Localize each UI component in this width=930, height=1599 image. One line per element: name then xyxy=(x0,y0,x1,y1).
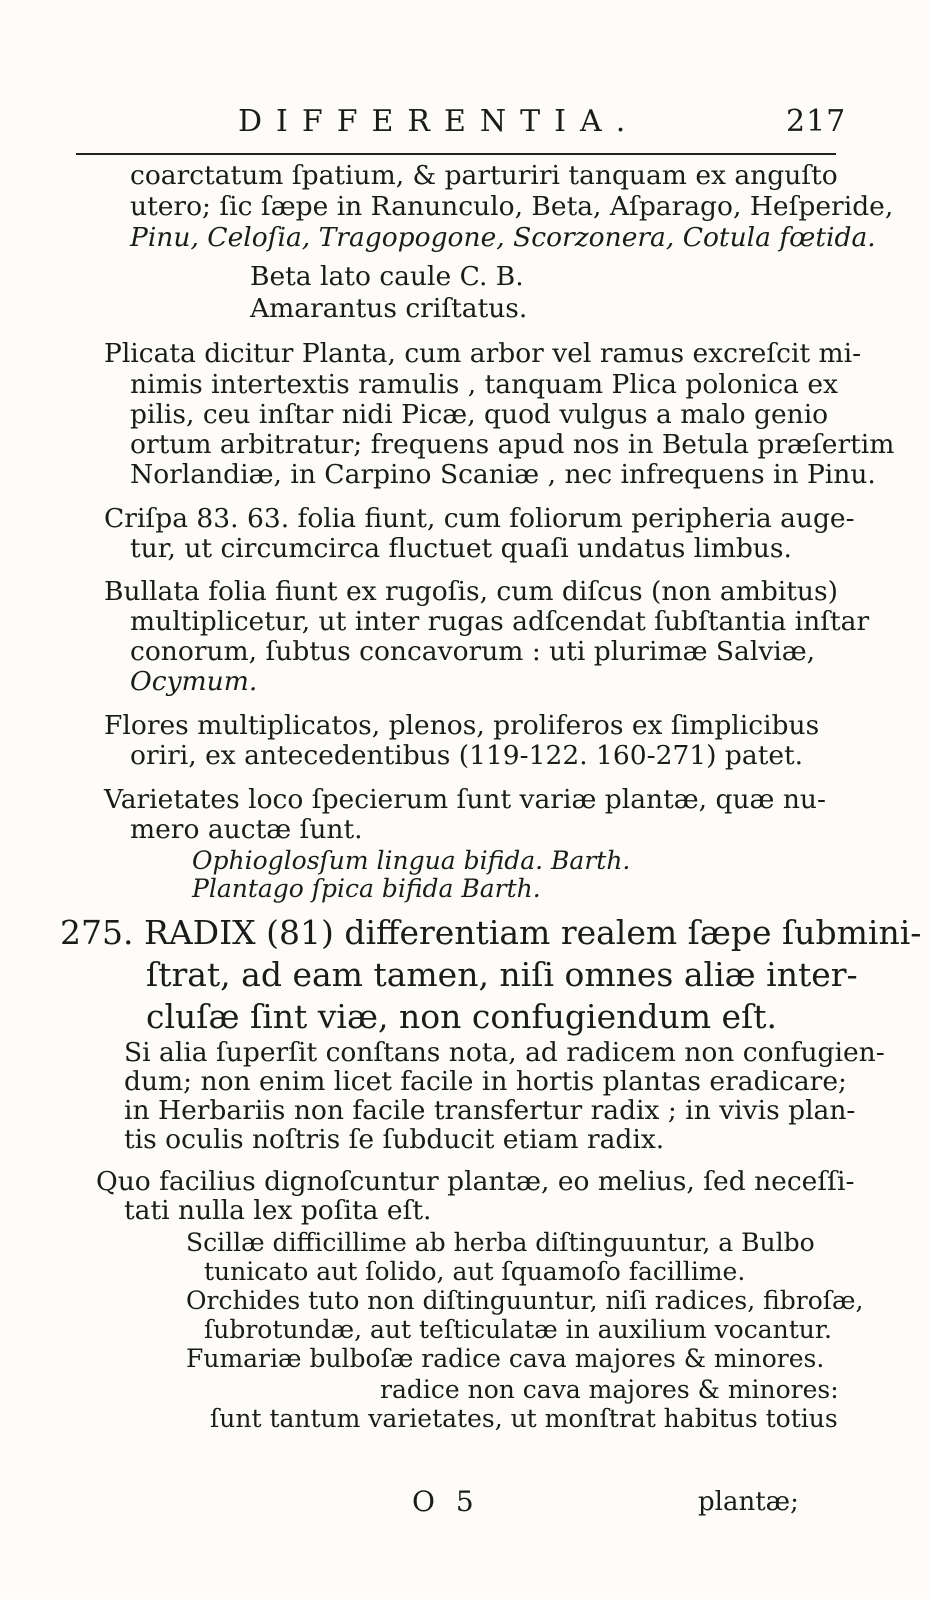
text-line: coarctatum ſpatium, & parturiri tanquam ex anguſto xyxy=(130,160,838,191)
text-line: cluſæ ſint viæ, non confugiendum eſt. xyxy=(146,997,778,1036)
text-line: ortum arbitratur; frequens apud nos in Betula præſertim xyxy=(130,429,895,460)
text-line: Varietates loco ſpecierum ſunt variæ plantæ, quæ nu- xyxy=(104,784,826,815)
text-line: ſtrat, ad eam tamen, niſi omnes aliæ inter- xyxy=(146,955,858,994)
text-line: Criſpa 83. 63. folia fiunt, cum foliorum peripheria auge- xyxy=(104,503,855,534)
text-line: Bullata folia fiunt ex rugoſis, cum diſcus (non ambitus) xyxy=(104,576,838,607)
text-line: Beta lato caule C. B. xyxy=(250,261,524,292)
header-rule xyxy=(76,153,836,155)
text-line: multiplicetur, ut inter rugas adſcendat ſubſtantia inſtar xyxy=(130,606,870,637)
text-line: mero auctæ ſunt. xyxy=(130,814,363,845)
text-line: Ocymum. xyxy=(130,666,258,697)
text-line: tunicato aut ſolido, aut ſquamoſo facillime. xyxy=(204,1257,746,1286)
text-line: Orchides tuto non diſtinguuntur, niſi radices, fibroſæ, xyxy=(186,1286,864,1315)
text-line: Flores multiplicatos, plenos, proliferos ex ſimplicibus xyxy=(104,710,820,741)
text-line: tati nulla lex poſita eſt. xyxy=(124,1195,432,1226)
text-line: Ophioglosſum lingua bifida. Barth. xyxy=(192,846,631,875)
text-line: dum; non enim licet facile in hortis plantas eradicare; xyxy=(124,1066,847,1097)
text-line: oriri, ex antecedentibus (119-122. 160-271) patet. xyxy=(130,740,804,771)
text-line: tur, ut circumcirca fluctuet quaſi undatus limbus. xyxy=(130,533,792,564)
text-line: in Herbariis non facile transfertur radix ; in vivis plan- xyxy=(124,1095,856,1126)
text-line: Norlandiæ, in Carpino Scaniæ , nec infrequens in Pinu. xyxy=(130,459,876,490)
text-line: pilis, ceu inſtar nidi Picæ, quod vulgus a malo genio xyxy=(130,399,829,430)
text-line: utero; ſic ſæpe in Ranunculo, Beta, Aſparago, Heſperide, xyxy=(130,191,894,222)
text-line: Plantago ſpica bifida Barth. xyxy=(192,874,541,903)
text-line: Fumariæ bulboſæ radice cava majores & minores. xyxy=(186,1344,825,1373)
text-line: Plicata dicitur Planta, cum arbor vel ramus excreſcit mi- xyxy=(104,338,862,369)
page-number: 217 xyxy=(786,104,847,139)
section-heading-line: 275. RADIX (81) differentiam realem ſæpe ſubmini- xyxy=(60,913,922,952)
text-line: ſubrotundæ, aut teſticulatæ in auxilium vocantur. xyxy=(204,1315,833,1344)
text-line: Amarantus criſtatus. xyxy=(250,293,528,324)
text-line: Quo facilius dignoſcuntur plantæ, eo melius, ſed neceſſi- xyxy=(96,1166,855,1197)
signature-mark: O 5 xyxy=(412,1485,480,1518)
text-line: nimis intertextis ramulis , tanquam Plica polonica ex xyxy=(130,369,838,400)
catchword: plantæ; xyxy=(698,1487,799,1517)
running-title: DIFFERENTIA. xyxy=(238,104,640,139)
text-line: Pinu, Celoſia, Tragopogone, Scorzonera, Cotula fœtida. xyxy=(130,222,876,253)
text-line: radice non cava majores & minores: xyxy=(380,1375,839,1404)
text-line: tis oculis noſtris ſe ſubducit etiam radix. xyxy=(124,1124,665,1155)
text-line: conorum, ſubtus concavorum : uti plurimæ Salviæ, xyxy=(130,636,816,667)
text-line: Si alia ſuperſit conſtans nota, ad radicem non confugien- xyxy=(124,1037,885,1068)
text-line: ſunt tantum varietates, ut monſtrat habitus totius xyxy=(210,1404,838,1433)
text-line: Scillæ difficillime ab herba diſtinguuntur, a Bulbo xyxy=(186,1228,815,1257)
